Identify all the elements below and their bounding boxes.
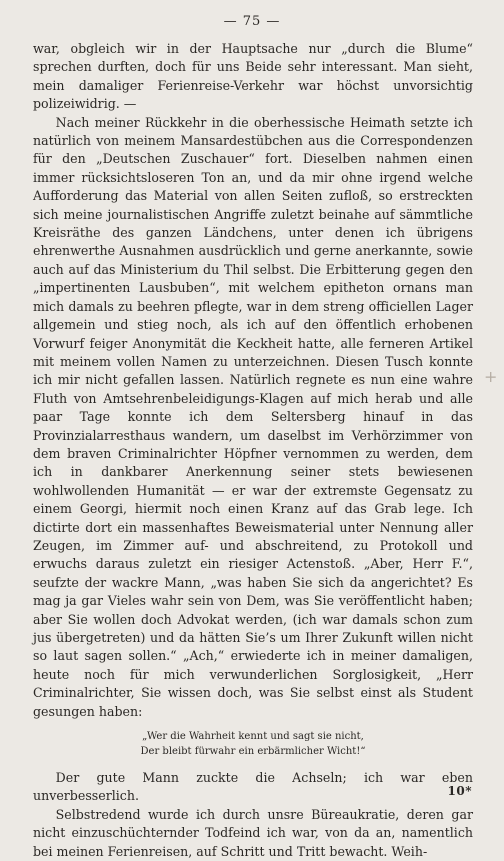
paragraph-return-home: Nach meiner Rückkehr in die oberhessische Heimath setzte ich natürlich von meinem Mansardestübchen aus die Correspondenzen für den „Deutschen Zuschauer“ fort. Dieselben nahmen einen immer rücksichtsloseren Ton an, und da mir ohne irgend welche Aufforderung das Material von allen Seiten zufloß, so erstreckten sich meine journalistischen Angriffe zuletzt beinahe auf sämmtliche Kreisräthe des ganzen Ländchens, unter denen ich übrigens ehrenwerthe Ausnahmen ausdrücklich und gerne anerkannte, sowie auch auf das Ministerium du Thil selbst. Die Erbitterung gegen den „impertinenten Lausbuben“, mit welchem epitheton ornans man mich damals zu beehren pflegte, war in dem streng officiellen Lager allgemein und stieg noch, als ich auf den öffentlich erhobenen Vorwurf feiger Anonymität die Keckheit hatte, alle ferneren Artikel mit meinem vollen Namen zu unterzeichnen. Diesen Tusch konnte ich mir nicht gefallen lassen. Natürlich regnete es nun eine wahre Fluth von Amtsehrenbeleidigungs-Klagen auf mich herab und alle paar Tage konnte ich dem Seltersberg hinauf in das Provinzialarresthaus wandern, um daselbst im Verhörzimmer von dem braven Criminalrichter Höpfner vernommen zu werden, dem ich in dankbarer Anerkennung seiner stets bewiesenen wohlwollenden Humanität — er war der extremste Gegensatz zu einem Georgi, hiermit noch einen Kranz auf das Grab lege. Ich dictirte dort ein massenhaftes Beweismaterial unter Nennung aller Zeugen, im Zimmer auf- und abschreitend, zu Protokoll und erwuchs daraus zuletzt ein riesiger Actenstoß. „Aber, Herr F.“, seufzte der wackre Mann, „was haben Sie sich da angerichtet? Es mag ja gar Vieles wahr sein von Dem, was Sie veröffentlicht haben; aber Sie wollen doch Advokat werden, (ich war damals schon zum jus übergetreten) und da hätten Sie’s um Ihrer Zukunft willen nicht so laut sagen sollen.“ „Ach,“ erwiederte ich in meiner damaligen, heute noch für mich verwunderlichen Sorglosigkeit, „Herr Criminalrichter, Sie wissen doch, was Sie selbst einst als Student gesungen haben: — [33, 114, 473, 719]
page-footer — [448, 784, 472, 798]
quoted-verse — [33, 729, 473, 759]
page-body — [33, 40, 473, 861]
paragraph-continuation: war, obgleich wir in der Hauptsache nur „durch die Blume“ sprechen durften, doch für uns Beide sehr interessant. Man sieht, mein damaliger Ferienreise-Verkehr war höchst unvorsichtig polizeiwidrig. — — [33, 41, 473, 112]
page-header — [0, 14, 504, 29]
paragraph-surveillance: Selbstredend wurde ich durch unsre Büreaukratie, deren gar nicht einzuschüchternder Todfeind ich war, von da an, namentlich bei meinen Ferienreisen, auf Schritt und Tritt bewacht. Weih- — [33, 806, 473, 859]
margin-cross-mark: + — [484, 367, 498, 386]
verse-line-2: Der bleibt fürwahr ein erbärmlicher Wicht!“ — [140, 746, 366, 758]
verse-line-1: „Wer die Wahrheit kennt und sagt sie nicht, — [142, 731, 364, 743]
page-number: — 75 — — [223, 14, 281, 29]
paragraph-shrug: Der gute Mann zuckte die Achseln; ich war eben unverbesserlich. — [33, 770, 473, 804]
printer-signature-mark: 10* — [447, 784, 472, 798]
